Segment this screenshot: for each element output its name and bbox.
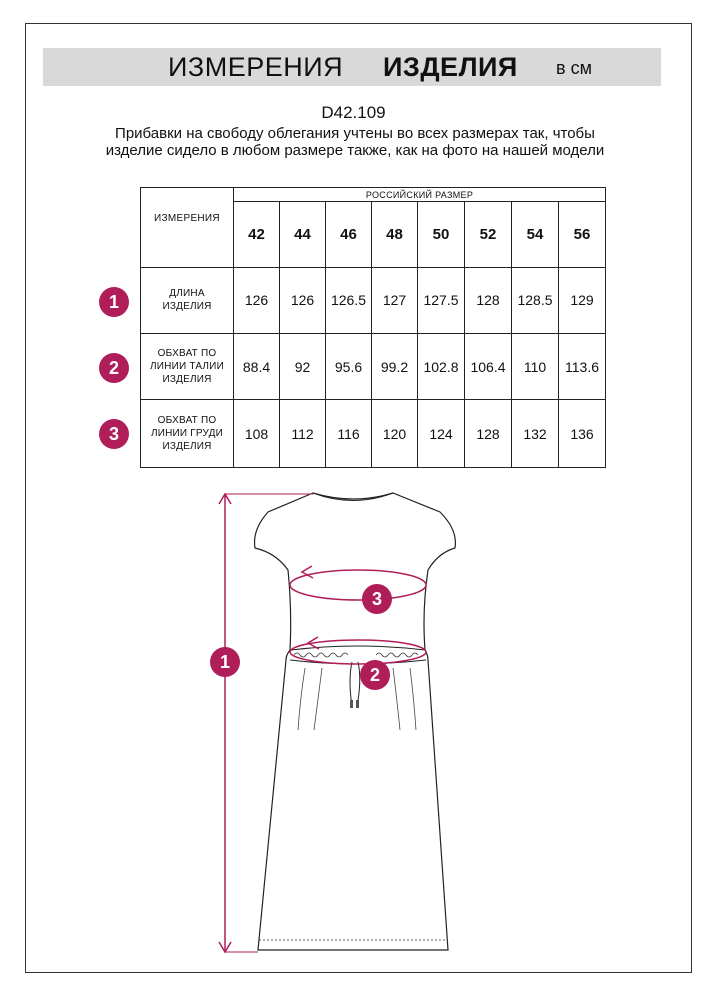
value-cell: 99.2	[372, 334, 418, 400]
value-cell: 110	[512, 334, 559, 400]
drawstring-left	[350, 662, 352, 706]
measurements-header: ИЗМЕРЕНИЯ	[141, 188, 234, 268]
row-label: ОБХВАТ ПО ЛИНИИ ТАЛИИ ИЗДЕЛИЯ	[141, 334, 234, 400]
skirt-fold	[314, 668, 322, 730]
value-cell: 124	[418, 400, 465, 468]
size-cell: 54	[512, 202, 559, 267]
value-cell: 128	[465, 400, 512, 468]
value-cell: 88.4	[234, 334, 280, 400]
size-cell: 56	[559, 202, 606, 267]
size-cell: 46	[326, 202, 372, 267]
value-cell: 116	[326, 400, 372, 468]
dress-outline	[255, 493, 456, 950]
value-cell: 127.5	[418, 267, 465, 333]
waistband-gathers	[294, 653, 418, 657]
size-cell: 48	[372, 202, 418, 267]
diagram-marker-2: 2	[360, 660, 390, 690]
row-label: ОБХВАТ ПО ЛИНИИ ГРУДИ ИЗДЕЛИЯ	[141, 400, 234, 468]
product-code: D42.109	[321, 103, 386, 122]
row-label: ДЛИНА ИЗДЕЛИЯ	[141, 267, 234, 333]
skirt-fold	[298, 668, 305, 730]
value-cell: 132	[512, 400, 559, 468]
row-number-badge-1: 1	[99, 287, 129, 317]
value-cell: 92	[280, 334, 326, 400]
title-word-product: ИЗДЕЛИЯ	[383, 52, 518, 82]
value-cell: 106.4	[465, 334, 512, 400]
fit-note: Прибавки на свободу облегания учтены во всех размерах так, чтобы изделие сидело в любом размере также, как на фото на нашей модели	[105, 125, 605, 159]
waistband-top	[291, 646, 425, 650]
value-cell: 95.6	[326, 334, 372, 400]
diagram-marker-1: 1	[210, 647, 240, 677]
value-cell: 108	[234, 400, 280, 468]
value-cell: 128	[465, 267, 512, 333]
unit-label: в см	[556, 58, 592, 78]
value-cell: 126	[280, 267, 326, 333]
row-number-badge-2: 2	[99, 353, 129, 383]
skirt-fold	[393, 668, 400, 730]
size-cell: 52	[465, 202, 512, 267]
value-cell: 127	[372, 267, 418, 333]
value-cell: 102.8	[418, 334, 465, 400]
size-group-header: РОССИЙСКИЙ РАЗМЕР	[234, 188, 606, 202]
drawstring-tip	[356, 700, 359, 708]
size-cell: 42	[234, 202, 280, 267]
value-cell: 112	[280, 400, 326, 468]
skirt-fold	[410, 668, 416, 730]
value-cell: 120	[372, 400, 418, 468]
value-cell: 136	[559, 400, 606, 468]
title-word-measurements: ИЗМЕРЕНИЯ	[168, 52, 344, 82]
size-cell: 44	[280, 202, 326, 267]
row-number-badge-3: 3	[99, 419, 129, 449]
diagram-marker-3: 3	[362, 584, 392, 614]
drawstring-right	[357, 662, 360, 706]
value-cell: 126	[234, 267, 280, 333]
size-cell: 50	[418, 202, 465, 267]
bust-measure-ellipse	[290, 570, 426, 600]
value-cell: 129	[559, 267, 606, 333]
value-cell: 128.5	[512, 267, 559, 333]
value-cell: 113.6	[559, 334, 606, 400]
drawstring-tip	[350, 700, 353, 708]
value-cell: 126.5	[326, 267, 372, 333]
